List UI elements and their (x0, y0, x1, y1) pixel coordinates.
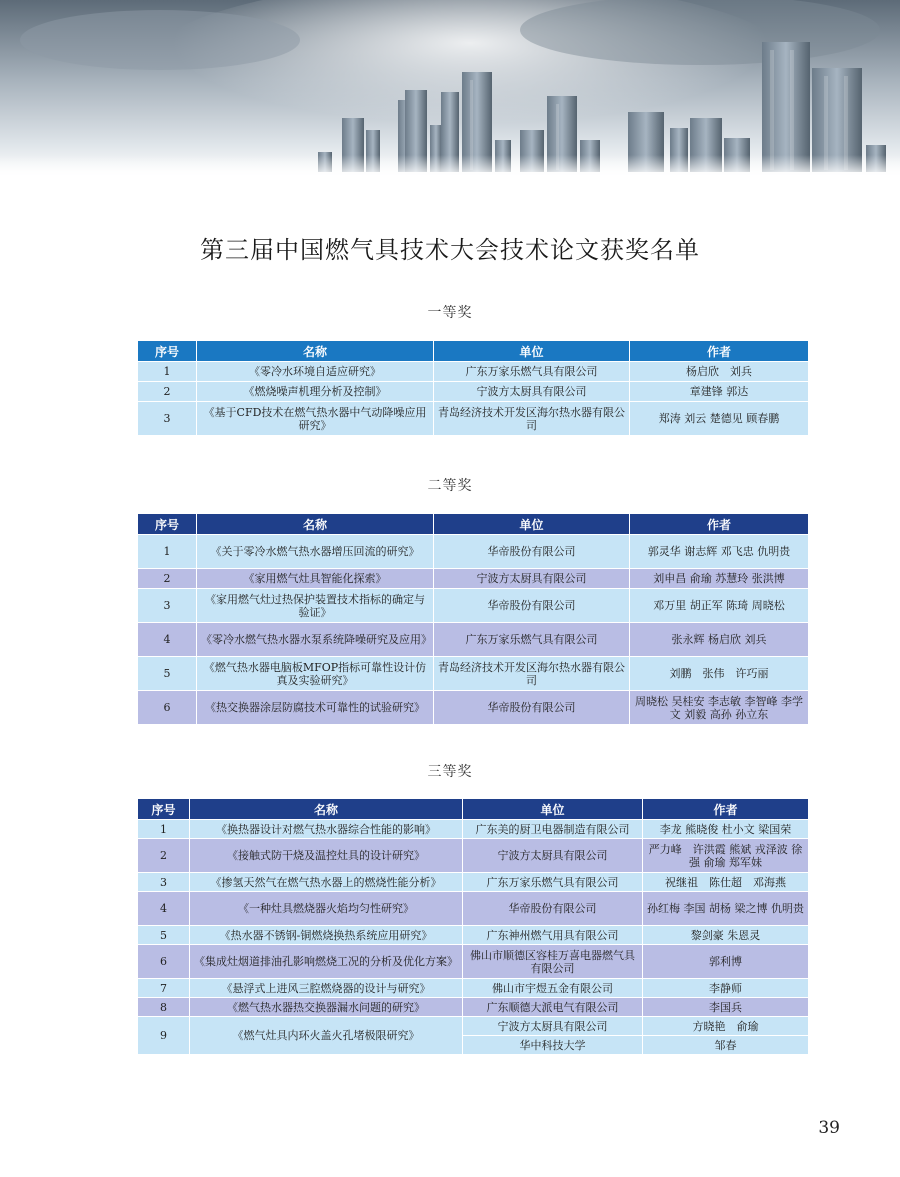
table-row (138, 892, 809, 926)
cell-authors: 李静师 (643, 979, 809, 998)
table-row (138, 569, 809, 589)
cell-authors: 郭灵华 谢志辉 邓飞忠 仇明贵 (630, 535, 809, 569)
header-authors: 作者 (630, 341, 809, 362)
table-row (138, 362, 809, 382)
table-row (138, 589, 809, 623)
cell-no: 4 (138, 623, 197, 657)
cell-org: 广东神州燃气用具有限公司 (463, 926, 643, 945)
cell-name: 《掺氢天然气在燃气热水器上的燃烧性能分析》 (190, 873, 463, 892)
table-row (138, 382, 809, 402)
cell-org: 广东顺德大派电气有限公司 (463, 998, 643, 1017)
cell-org: 佛山市宇煜五金有限公司 (463, 979, 643, 998)
first-prize-table (137, 340, 809, 436)
cell-authors: 严力峰 许洪霞 熊斌 戎泽波 徐强 俞瑜 郑军妹 (643, 839, 809, 873)
table-row (138, 873, 809, 892)
cell-org: 广东万家乐燃气具有限公司 (463, 873, 643, 892)
cell-authors: 张永辉 杨启欣 刘兵 (630, 623, 809, 657)
cell-no: 1 (138, 362, 197, 382)
cell-no: 2 (138, 839, 190, 873)
cell-name: 《换热器设计对燃气热水器综合性能的影响》 (190, 820, 463, 839)
cell-no: 6 (138, 945, 190, 979)
cell-no: 9 (138, 1017, 190, 1055)
cell-org: 广东美的厨卫电器制造有限公司 (463, 820, 643, 839)
cell-org: 宁波方太厨具有限公司 (463, 1017, 643, 1036)
cell-org: 青岛经济技术开发区海尔热水器有限公司 (434, 402, 630, 436)
table-row (138, 998, 809, 1017)
cell-no: 3 (138, 589, 197, 623)
cell-no: 2 (138, 382, 197, 402)
cell-authors: 方晓艳 俞瑜 (643, 1017, 809, 1036)
table-row (138, 926, 809, 945)
cell-authors: 邹春 (643, 1036, 809, 1055)
cell-authors: 杨启欣 刘兵 (630, 362, 809, 382)
cell-name: 《燃烧噪声机理分析及控制》 (197, 382, 434, 402)
header-authors: 作者 (643, 799, 809, 820)
table-header-row (138, 514, 809, 535)
cell-name: 《家用燃气灶过热保护装置技术指标的确定与验证》 (197, 589, 434, 623)
cell-name: 《燃气热水器热交换器漏水问题的研究》 (190, 998, 463, 1017)
cell-authors: 章建锋 郭达 (630, 382, 809, 402)
cell-no: 1 (138, 535, 197, 569)
page-title: 第三届中国燃气具技术大会技术论文获奖名单 (200, 236, 700, 264)
section-heading-second-prize: 二等奖 (427, 478, 473, 494)
cell-org: 广东万家乐燃气具有限公司 (434, 623, 630, 657)
header-name: 名称 (190, 799, 463, 820)
cell-org: 华帝股份有限公司 (463, 892, 643, 926)
cell-authors: 周晓松 吴桂安 李志敏 李智峰 李学文 刘毅 高孙 孙立东 (630, 691, 809, 725)
cell-org: 宁波方太厨具有限公司 (434, 569, 630, 589)
cell-authors: 李国兵 (643, 998, 809, 1017)
cell-name: 《关于零冷水燃气热水器增压回流的研究》 (197, 535, 434, 569)
section-heading-first-prize: 一等奖 (427, 305, 473, 321)
cell-no: 1 (138, 820, 190, 839)
cell-name: 《一种灶具燃烧器火焰均匀性研究》 (190, 892, 463, 926)
cell-org: 华帝股份有限公司 (434, 535, 630, 569)
cell-no: 8 (138, 998, 190, 1017)
cell-org: 佛山市顺德区容桂万喜电器燃气具有限公司 (463, 945, 643, 979)
cell-name: 《悬浮式上进风三腔燃烧器的设计与研究》 (190, 979, 463, 998)
cell-authors: 黎剑豪 朱恩灵 (643, 926, 809, 945)
cell-no: 4 (138, 892, 190, 926)
table-row (138, 623, 809, 657)
cell-name: 《集成灶烟道排油孔影响燃烧工况的分析及优化方案》 (190, 945, 463, 979)
third-prize-table (137, 798, 809, 1055)
cell-authors: 郑涛 刘云 楚德见 顾春鹏 (630, 402, 809, 436)
cell-no: 5 (138, 926, 190, 945)
table-row (138, 657, 809, 691)
second-prize-table (137, 513, 809, 725)
cell-org: 华帝股份有限公司 (434, 691, 630, 725)
table-row (138, 945, 809, 979)
cell-no: 5 (138, 657, 197, 691)
table-header-row (138, 799, 809, 820)
table-row (138, 979, 809, 998)
page-number: 39 (818, 1118, 840, 1138)
cell-authors: 邓万里 胡正军 陈琦 周晓松 (630, 589, 809, 623)
table-row (138, 535, 809, 569)
cell-org: 华中科技大学 (463, 1036, 643, 1055)
cell-authors: 孙红梅 李国 胡杨 梁之博 仇明贵 (643, 892, 809, 926)
header-no: 序号 (138, 514, 197, 535)
cell-authors: 郭利博 (643, 945, 809, 979)
cell-no: 7 (138, 979, 190, 998)
cell-org: 广东万家乐燃气具有限公司 (434, 362, 630, 382)
header-authors: 作者 (630, 514, 809, 535)
cell-authors: 刘申昌 俞瑜 苏慧玲 张洪博 (630, 569, 809, 589)
cell-authors: 祝继祖 陈仕超 邓海燕 (643, 873, 809, 892)
header-org: 单位 (463, 799, 643, 820)
cell-name: 《接触式防干烧及温控灶具的设计研究》 (190, 839, 463, 873)
cell-no: 3 (138, 402, 197, 436)
cell-no: 6 (138, 691, 197, 725)
table-header-row (138, 341, 809, 362)
table-row (138, 402, 809, 436)
cell-org: 宁波方太厨具有限公司 (434, 382, 630, 402)
cell-no: 3 (138, 873, 190, 892)
table-row (138, 839, 809, 873)
cell-name: 《热水器不锈钢-铜燃烧换热系统应用研究》 (190, 926, 463, 945)
table-row (138, 691, 809, 725)
cell-name: 《零冷水环境自适应研究》 (197, 362, 434, 382)
section-heading-third-prize: 三等奖 (427, 764, 473, 780)
table-row (138, 820, 809, 839)
cell-authors: 刘鹏 张伟 许巧丽 (630, 657, 809, 691)
cell-org: 青岛经济技术开发区海尔热水器有限公司 (434, 657, 630, 691)
table-row (138, 1017, 809, 1036)
cell-org: 华帝股份有限公司 (434, 589, 630, 623)
cell-name: 《零冷水燃气热水器水泵系统降噪研究及应用》 (197, 623, 434, 657)
header-name: 名称 (197, 514, 434, 535)
cell-no: 2 (138, 569, 197, 589)
header-org: 单位 (434, 514, 630, 535)
cell-authors: 李龙 熊晓俊 杜小文 梁国荣 (643, 820, 809, 839)
cell-name: 《基于CFD技术在燃气热水器中气动降噪应用研究》 (197, 402, 434, 436)
cell-org: 宁波方太厨具有限公司 (463, 839, 643, 873)
header-banner-cityscape (0, 0, 900, 178)
cell-name: 《家用燃气灶具智能化探索》 (197, 569, 434, 589)
cell-name: 《热交换器涂层防腐技术可靠性的试验研究》 (197, 691, 434, 725)
cell-name: 《燃气热水器电脑板MFOP指标可靠性设计仿真及实验研究》 (197, 657, 434, 691)
header-no: 序号 (138, 799, 190, 820)
header-no: 序号 (138, 341, 197, 362)
header-name: 名称 (197, 341, 434, 362)
header-org: 单位 (434, 341, 630, 362)
cell-name: 《燃气灶具内环火盖火孔堵极限研究》 (190, 1017, 463, 1055)
